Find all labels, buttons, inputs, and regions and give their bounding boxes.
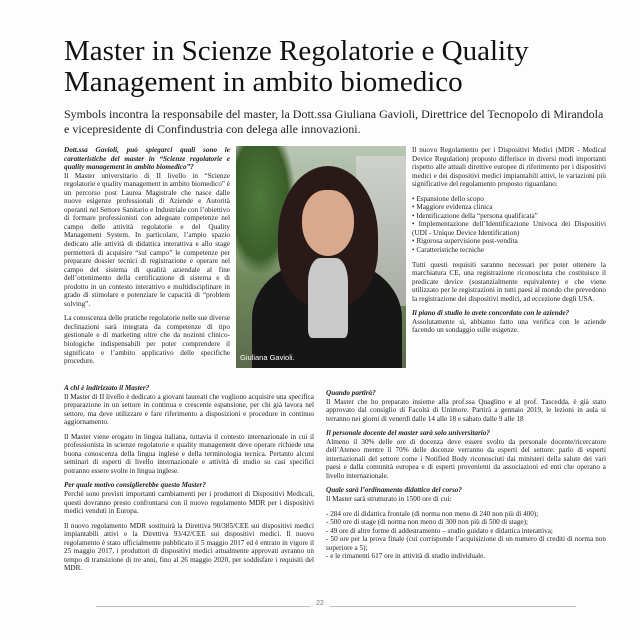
photo-caption: Giuliana Gavioli. bbox=[240, 353, 295, 362]
right-column bbox=[412, 146, 606, 341]
footer-divider bbox=[96, 606, 576, 607]
page-subtitle: Symbols incontra la responsabile del master, la Dott.ssa Giuliana Gavioli, Direttrice del Tecnopolo di Mirandola e vicepresidente di Confindustria con delega alle innovazioni. bbox=[64, 107, 604, 136]
answer-recommend-cont: Il nuovo regolamento MDR sostituirà la Direttiva 90/385/CEE sui dispositivi medici impiantabili attivi e la Direttiva 93/42/CEE sui dispositivi medici. Il nuovo regolamento è stato ufficialmente pubblicato il 5 maggio 2017 ed è entrato in vigore il 25 maggio 2017, i produttori di dispositivi medici attualmente approvati avranno un tempo di transizione di tre anni, fino al 26 maggio 2020, per soddisfare i requisiti del MDR. bbox=[64, 521, 314, 573]
photo-scarf bbox=[308, 258, 348, 338]
photo-face bbox=[302, 190, 354, 256]
answer-audience-cont: Il Master viene erogato in lingua italiana, tuttavia il contesto internazionale in cui il professionista in scienze regolatorie e quality management deve operare richiede una buona conoscenza della lingua inglese e della terminologia tecnica. Pertanto alcuni seminari di esperti di livello internazionale e attività di studio su casi specifici potranno essere svolte in lingua inglese. bbox=[64, 432, 314, 475]
answer-study-plan: Assolutamente sì, abbiamo fatto una verifica con le aziende facendo un sondaggio sulle esigenze. bbox=[412, 317, 606, 335]
portrait-photo bbox=[236, 146, 406, 368]
mdr-intro: Il nuovo Regolamento per i Dispositivi Medici (MDR - Medical Device Regulation) proposto differisce in diversi modi importanti rispetto alle attuali direttive europee di riferimento per i dispositivi medici e dei dispositivi medici impiantabili attivi, le variazioni più significative del regolamento proposto riguardano: bbox=[412, 146, 606, 189]
mdr-bullet-list bbox=[412, 195, 606, 255]
list-item: • Rigorosa supervisione post-vendita bbox=[412, 237, 518, 246]
answer-faculty: Almeno il 30% delle ore di docenza deve essere svolto da personale docente/ricercatore dell’Ateneo mentre il 70% delle docenze verranno da esperti del settore: parlo di esperti internazionali del settore come i Notified Body riconosciuti dai ministeri della salute dei vari paesi e dalla comunità europea e di esperti provenienti da associazioni ed enti che operano a livello internazionale. bbox=[326, 437, 606, 480]
list-item: - 500 ore di stage (di norma non meno di 300 non più di 500 di stage); bbox=[326, 518, 529, 527]
question-start: Quando partirà? bbox=[326, 389, 376, 397]
question-audience: A chi è indirizzato il Master? bbox=[64, 384, 150, 392]
list-item: • Identificazione della “persona qualificata” bbox=[412, 211, 538, 220]
question-faculty: Il personale docente del master sarà solo universitario? bbox=[326, 429, 490, 438]
hours-list bbox=[326, 510, 606, 561]
question-recommend: Per quale motivo consiglierebbe questo Master? bbox=[64, 481, 206, 490]
list-item: - 284 ore di didattica frontale (di norma non meno di 240 non più di 400); bbox=[326, 509, 539, 518]
answer-characteristics-cont: La conoscenza delle pratiche regolatorie nelle sue diverse declinazioni sarà integrata da competenze di tipo gestionale e di marketing oltre che da nozioni clinico-biologiche indispensabili per poter comprendere il significato e l’ambito applicativo delle specifiche procedure. bbox=[64, 314, 230, 366]
answer-start: Il Master che ho preparato insieme alla prof.ssa Quaglino e al prof. Tascedda, è già stato approvato dal consiglio di Facoltà di Unimore. Partirà a gennaio 2019, le lezioni in aula si terranno nei giorni di venerdì dalle 14 alle 18 e sabato dalle 9 alle 18 bbox=[326, 397, 606, 423]
list-item: - e le rimanenti 617 ore in attività di studio individuale. bbox=[326, 552, 486, 561]
answer-audience: Il Master di II livello è dedicato a giovani laureati che vogliono acquisire una specifica preparazione in un settore in continua e crescente espansione, per chi già lavora nel settore, ma deve utilizzare e fare riferimento a disposizioni e procedure in continuo aggiornamento. bbox=[64, 392, 314, 427]
page-title: Master in Scienze Regolatorie e Quality Management in ambito biomedico bbox=[64, 35, 529, 98]
right-bottom-column bbox=[326, 389, 606, 567]
mdr-requirements: Tutti questi requisiti saranno necessari per poter ottenere la marchiatura CE, una registrazione riconosciuta che costituisce il predicate device (sostanzialmente equivalente) e che viene utilizzato per le registrazioni in tutti paesi al mondo che prevedono la registrazione dei dispositivi medici, ad eccezione degli USA. bbox=[412, 260, 606, 303]
list-item: • Espansione dello scopo bbox=[412, 194, 484, 203]
list-item: • Caratteristiche tecniche bbox=[412, 246, 484, 255]
list-item: • Implementazione dell’Identificazione Univoca dei Dispositivi (UDI - Unique Device Identification) bbox=[412, 220, 606, 237]
left-bottom-column bbox=[64, 384, 314, 579]
question-curriculum: Quale sarà l’ordinamento didattico del corso? bbox=[326, 486, 462, 495]
page-number: 22 bbox=[310, 600, 330, 607]
answer-recommend: Perché sono previsti importanti cambiamenti per i produttori di Dispositivi Medicali, questi dovranno presto confrontarsi con il nuovo regolamento MDR per i dispositivi medici venduti in Europa. bbox=[64, 490, 314, 516]
list-item: - 50 ore per la prova finale (cui corrisponde l’acquisizione di un numero di crediti di norma non superiore a 5); bbox=[326, 535, 606, 552]
answer-curriculum: Il Master sarà strutturato in 1500 ore di cui: bbox=[326, 495, 452, 504]
list-item: • Maggiore evidenza clinica bbox=[412, 203, 493, 212]
question-study-plan: Il piano di studio lo avete concordato con le aziende? bbox=[412, 309, 570, 318]
left-column bbox=[64, 146, 230, 372]
list-item: - 49 ore di altre forme di addestramento – studio guidato e didattica interattiva; bbox=[326, 526, 553, 535]
answer-characteristics: Il Master universitario di II livello in “Scienze regolatorie e quality management in ambito biomedico” è un percorso post Laurea Magistrale che nasce dalle nuove esigenze professionali di Aziende e Autorità operanti nel Settore Sanitario e Industriale con l’obiettivo di formare professionisti con adeguate competenze nel campo delle attività regolatorie e del Quality Management System. In particolare, l’ampio spazio dedicato alle attività di didattica interattiva e allo stage permetterà di acquisire “sul campo” le competenze per preparare dossier tecnici di registrazione e operare nel campo del sistema di qualità aziendale al fine dell’ottenimento della certificazione di sistema e di prodotto in un contesto interattivo e multidisciplinare in grado di stimolare e potenziare le capacità di “problem solving”. bbox=[64, 171, 230, 308]
question-characteristics: Dott.ssa Gavioli, può spiegarci quali sono le caratteristiche del master in “Scienze regolatorie e quality management in ambito biomedico”? bbox=[64, 146, 230, 172]
